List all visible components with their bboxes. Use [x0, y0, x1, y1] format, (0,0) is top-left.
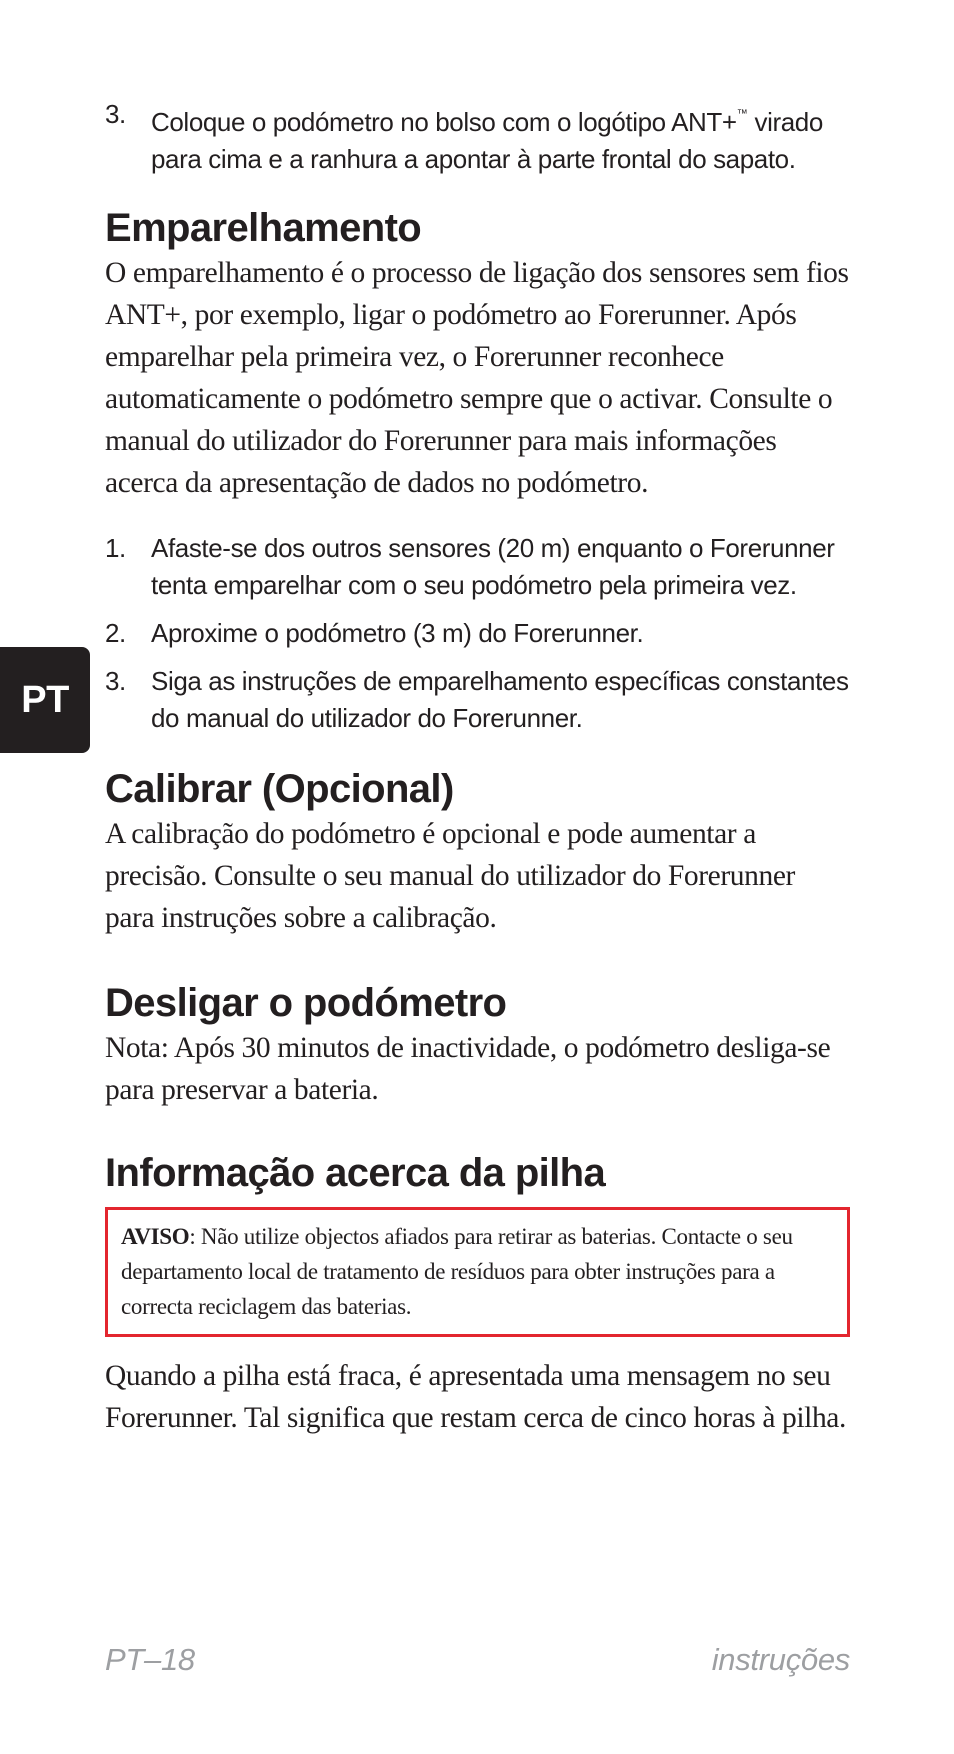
list-item-text: Aproxime o podómetro (3 m) do Forerunner.	[151, 618, 644, 648]
list-item	[105, 615, 850, 652]
pairing-step-list	[105, 530, 850, 737]
list-item-number: 3.	[105, 666, 126, 696]
list-item	[105, 96, 850, 178]
section-paragraph: Nota: Após 30 minutos de inactividade, o podómetro desliga-se para preservar a bateria.	[105, 1032, 831, 1106]
section-paragraph: Quando a pilha está fraca, é apresentada uma mensagem no seu Forerunner. Tal significa que restam cerca de cinco horas à pilha.	[105, 1360, 846, 1434]
list-item	[105, 530, 850, 604]
warning-notice-label: AVISO	[121, 1224, 190, 1249]
section-heading: Desligar o podómetro	[105, 981, 507, 1025]
language-tab-label: PT	[21, 678, 69, 721]
intro-step-list	[105, 96, 850, 178]
page-footer	[105, 1642, 850, 1678]
pairing-section	[105, 204, 850, 737]
list-item-text: Coloque o podómetro no bolso com o logótipo ANT+	[151, 107, 737, 137]
section-heading: Emparelhamento	[105, 206, 422, 250]
section-heading: Informação acerca da pilha	[105, 1151, 606, 1195]
list-item-number: 1.	[105, 533, 126, 563]
section-heading: Calibrar (Opcional)	[105, 767, 454, 811]
section-paragraph: O emparelhamento é o processo de ligação dos sensores sem fios ANT+, por exemplo, ligar o podómetro ao Forerunner. Após emparelhar pela primeira vez, o Forerunner reconhece automaticamente o podómetro sempre que o activar. Consulte o manual do utilizador do Forerunner para mais informações acerca da apresentação de dados no podómetro.	[105, 257, 849, 499]
power-off-section	[105, 979, 850, 1111]
list-item	[105, 663, 850, 737]
trademark-symbol: ™	[736, 108, 748, 120]
list-item-number: 3.	[105, 99, 126, 129]
battery-section	[105, 1149, 850, 1439]
section-paragraph: A calibração do podómetro é opcional e pode aumentar a precisão. Consulte o seu manual do utilizador do Forerunner para instruções sobre a calibração.	[105, 818, 795, 934]
list-item-number: 2.	[105, 618, 126, 648]
warning-notice-box	[105, 1207, 850, 1337]
warning-notice-text: : Não utilize objectos afiados para retirar as baterias. Contacte o seu departamento local de tratamento de resíduos para obter instruções para a correcta reciclagem das baterias.	[121, 1224, 793, 1319]
list-item-text-continued: virado para cima e a ranhura a apontar à parte frontal do sapato.	[151, 107, 823, 174]
language-tab	[0, 647, 90, 753]
page-number: PT–18	[105, 1642, 195, 1677]
list-item-text: Afaste-se dos outros sensores (20 m) enquanto o Forerunner tenta emparelhar com o seu podómetro pela primeira vez.	[151, 533, 835, 600]
calibrate-section	[105, 765, 850, 939]
footer-section-title: instruções	[711, 1642, 850, 1677]
page-content	[105, 96, 850, 1439]
list-item-text: Siga as instruções de emparelhamento específicas constantes do manual do utilizador do Forerunner.	[151, 666, 849, 733]
